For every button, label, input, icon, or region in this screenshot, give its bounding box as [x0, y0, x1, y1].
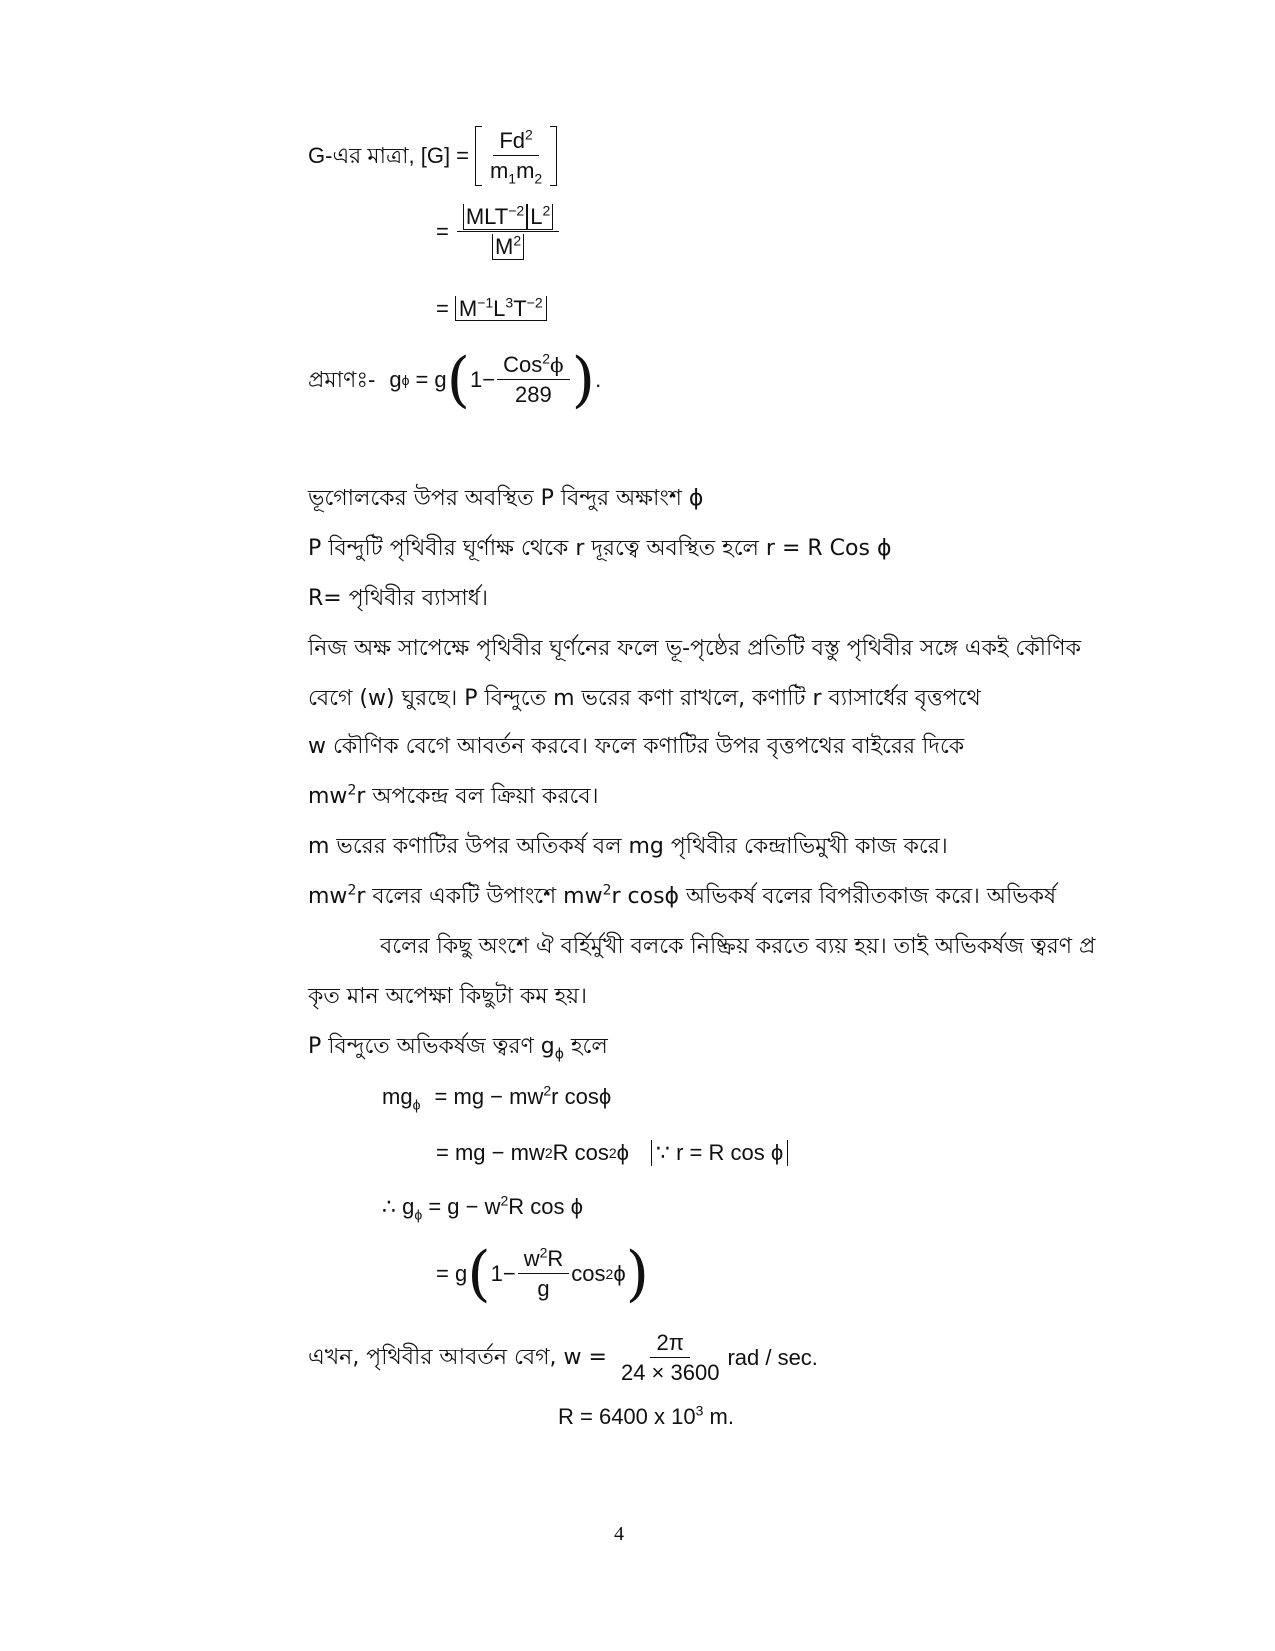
omega-label: এখন, পৃথিবীর আবর্তন বেগ, w =	[308, 1345, 607, 1370]
rhs-text: = g − w	[422, 1194, 501, 1219]
centrifugal-text: r অপকেন্দ্র বল ক্রিয়া করবে।	[356, 784, 599, 809]
indented-line: বলের কিছু অংশে ঐ বর্হির্মুখী বলকে নিষ্ক্রিয় করতে ব্যয় হয়। তাই অভিকর্ষজ ত্বরণ প্র	[380, 934, 1096, 959]
superscript: 2	[602, 882, 612, 899]
one-minus: 1−	[470, 367, 496, 392]
phi-symbol: ϕ	[550, 353, 564, 377]
left-paren: (	[467, 1239, 491, 1309]
rhs-text-end: R cos ϕ	[508, 1194, 583, 1219]
g-dimension-step3	[436, 296, 547, 321]
derivation-line-1	[382, 1082, 612, 1113]
dimension-result	[455, 296, 547, 321]
superscript: 2	[543, 1082, 552, 1099]
because-bracket	[651, 1140, 788, 1166]
component-text: r বলের একটি উপাংশে mw	[356, 884, 603, 909]
centrifugal-force-line	[308, 782, 599, 809]
equals-sign: =	[456, 143, 469, 168]
superscript: 2	[500, 1192, 509, 1209]
equals-sign: =	[436, 219, 449, 244]
frac-denominator: m	[516, 158, 535, 183]
dim-m: M	[494, 234, 514, 259]
proof-label: প্রমাণঃ-	[308, 367, 376, 392]
mg-phi: mg	[382, 1084, 413, 1109]
subscript: ϕ	[554, 1046, 564, 1063]
dim-m: M	[458, 296, 478, 321]
fraction-dimensions	[457, 202, 559, 259]
unit-text: rad / sec.	[727, 1345, 818, 1370]
dim-l: L	[493, 296, 506, 321]
cos-text: cos	[571, 1261, 606, 1286]
frac-denominator: m	[489, 158, 509, 183]
rhs-text: = mg − mw	[436, 1140, 545, 1165]
superscript: 2	[539, 1244, 548, 1261]
superscript: 2	[525, 126, 533, 143]
page-number: 4	[614, 1523, 624, 1545]
paragraph-line: P বিন্দুটি পৃথিবীর ঘূর্ণাক্ষ থেকে r দূরত্বে অবস্থিত হলে r = R Cos ϕ	[308, 536, 892, 561]
derivation-line-2: = mg − mw 2 R cos 2 ϕ ∵ r = R cos ϕ	[436, 1140, 788, 1166]
fraction-cos2phi-289	[497, 350, 570, 407]
g-phi: g	[389, 367, 402, 392]
superscript: 2	[347, 782, 357, 799]
superscript: 3	[695, 1402, 704, 1419]
acceleration-text: P বিন্দুতে অভিকর্ষজ ত্বরণ g	[308, 1034, 555, 1059]
superscript: 2	[347, 882, 357, 899]
proof-equation: প্রমাণঃ- g ϕ = g ( 1− $\frac{Cos^2\phi}{289}$ ) .	[308, 345, 602, 415]
superscript: 2	[542, 202, 551, 219]
fraction-fd2-m1m2	[484, 126, 548, 187]
acceleration-text-end: হলে	[564, 1034, 608, 1059]
radius-text-end: m.	[703, 1404, 734, 1429]
rhs-text-end: r cosϕ	[551, 1084, 612, 1109]
derivation-line-3	[382, 1192, 583, 1223]
fraction-w2r-g	[518, 1244, 570, 1301]
subscript: ϕ	[414, 1206, 423, 1223]
rhs-text: = mg − mw	[434, 1084, 544, 1109]
phi-symbol: ϕ	[613, 1261, 626, 1286]
paragraph-line: নিজ অক্ষ সাপেক্ষে পৃথিবীর ঘূর্ণনের ফলে ভূ-পৃষ্ঠের প্রতিটি বস্তু পৃথিবীর সঙ্গে একই কৌণিক	[308, 636, 1081, 661]
phi-symbol: ϕ	[616, 1140, 629, 1165]
frac-numerator: w	[523, 1246, 540, 1271]
equals-g: = g	[436, 1261, 468, 1286]
g-dimension-label: G-এর মাত্রা, [G]	[308, 143, 451, 168]
mw-text: mw	[308, 884, 348, 909]
component-line	[308, 882, 1057, 909]
derivation-line-4: = g ( 1− $\frac{w^2R}{g}$ cos 2 ϕ )	[436, 1239, 650, 1309]
superscript: −2	[526, 294, 543, 311]
right-bracket	[550, 126, 557, 186]
rhs-text: R cos	[552, 1140, 609, 1165]
left-paren: (	[446, 345, 471, 415]
paragraph-line: ভূগোলকের উপর অবস্থিত P বিন্দুর অক্ষাংশ ϕ	[308, 486, 704, 511]
superscript: 3	[505, 294, 514, 311]
right-paren: )	[625, 1239, 650, 1309]
paragraph-line: w কৌণিক বেগে আবর্তন করবে। ফলে কণাটির উপর বৃত্তপথের বাইরের দিকে	[308, 734, 965, 759]
left-bracket	[475, 126, 482, 186]
frac-numerator: Cos	[503, 352, 543, 377]
dim-t: T	[513, 296, 527, 321]
superscript: −1	[477, 294, 494, 311]
superscript: 2	[513, 232, 522, 249]
acceleration-line	[308, 1034, 608, 1063]
frac-numerator: 2π	[650, 1332, 689, 1358]
dim-l: L	[530, 204, 543, 229]
omega-line	[308, 1332, 818, 1384]
paragraph-line: R= পৃথিবীর ব্যাসার্ধ।	[308, 586, 488, 611]
right-paren: )	[571, 345, 596, 415]
g-dimension-line	[308, 126, 557, 186]
equals-sign: =	[415, 367, 429, 392]
period: .	[595, 367, 602, 392]
because-text: ∵ r = R cos ϕ	[655, 1140, 784, 1165]
g-symbol: g	[434, 367, 447, 392]
dim-mlt: MLT	[465, 204, 509, 229]
frac-denominator: 289	[515, 382, 552, 407]
equals-sign: =	[436, 295, 449, 321]
therefore-g: ∴ g	[382, 1194, 415, 1219]
paragraph-line: কৃত মান অপেক্ষা কিছুটা কম হয়।	[308, 984, 587, 1009]
radius-text: R = 6400 x 10	[558, 1404, 696, 1429]
frac-denominator: g	[537, 1276, 550, 1301]
frac-denominator: 24 × 3600	[620, 1360, 720, 1385]
component-text-end: r cosϕ অভিকর্ষ বলের বিপরীতকাজ করে। অভিকর্ষ	[611, 884, 1057, 909]
square-bracket-group	[475, 126, 557, 186]
superscript: 2	[542, 350, 551, 367]
subscript: ϕ	[412, 1096, 421, 1113]
subscript: 2	[534, 170, 543, 187]
one-minus: 1−	[490, 1261, 516, 1286]
frac-numerator: Fd	[499, 128, 526, 153]
paragraph-line: বেগে (w) ঘুরছে। P বিন্দুতে m ভরের কণা রাখলে, কণাটি r ব্যাসার্ধের বৃত্তপথে	[308, 686, 981, 711]
radius-line	[558, 1402, 734, 1429]
frac-numerator: R	[547, 1246, 564, 1271]
mw-text: mw	[308, 784, 348, 809]
gravity-force-line: m ভরের কণাটির উপর অতিকর্ষ বল mg পৃথিবীর কেন্দ্রাভিমুখী কাজ করে।	[308, 834, 948, 859]
g-dimension-step2	[436, 202, 561, 259]
subscript: 1	[508, 170, 517, 187]
fraction-2pi	[615, 1332, 725, 1384]
superscript: −2	[508, 202, 525, 219]
